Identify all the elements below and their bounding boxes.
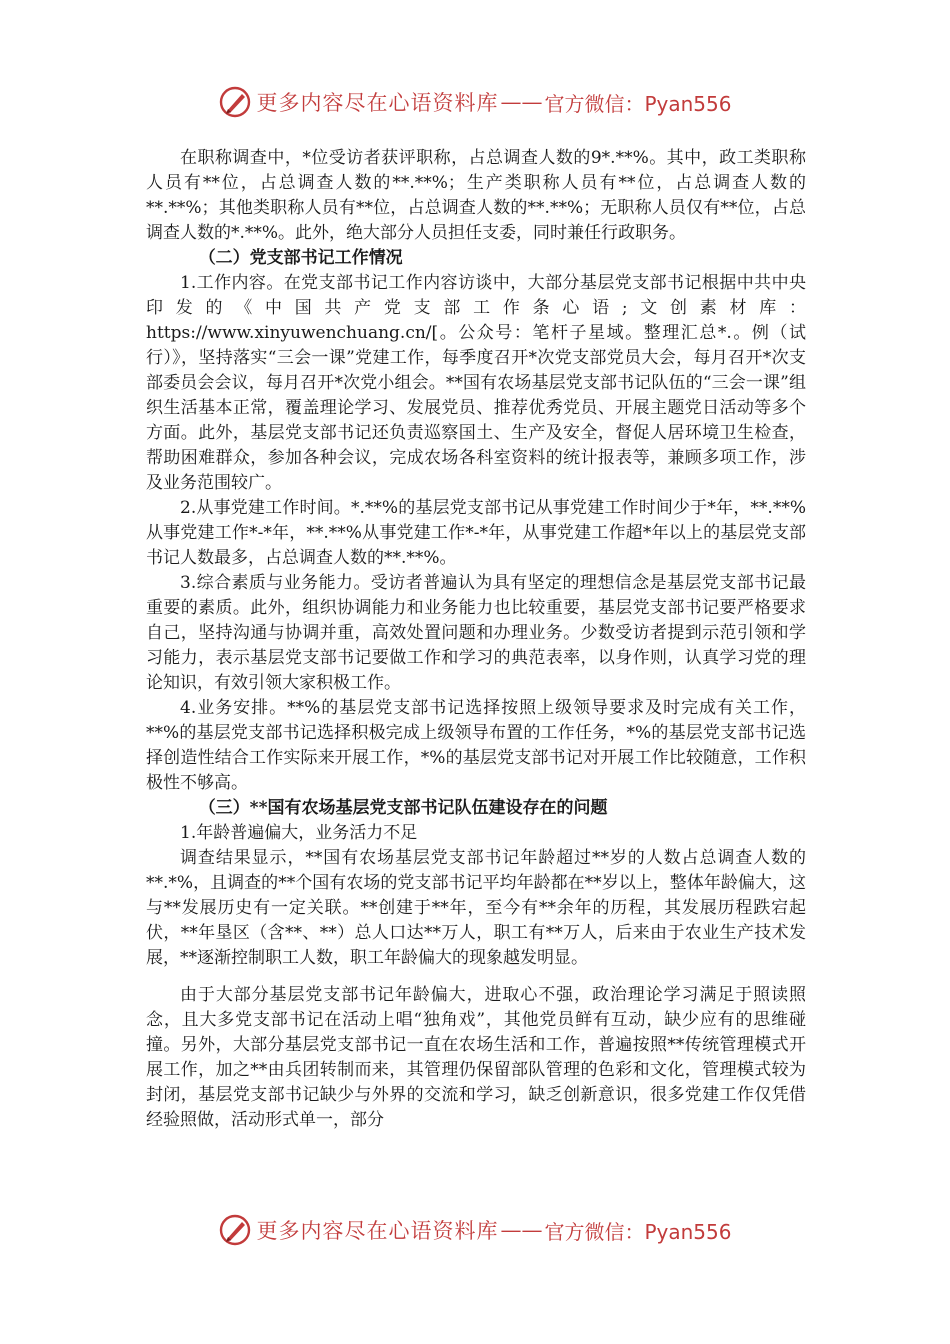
paragraph-title-survey: 在职称调查中，*位受访者获评职称，占总调查人数的9*.**%。其中，政工类职称人员有**位，占总调查人数的**.**%；生产类职称人员有**位，占总调查人数的**.**%；其他类职称人员有**位，占总调查人数的**.**%；无职称人员仅有**位，占总调查人数的*.**%。此外，绝大部分人员担任支委，同时兼任行政职务。: [146, 148, 806, 243]
section-heading-3: （三）**国有农场基层党支部书记队伍建设存在的问题: [198, 798, 608, 818]
footer-banner-wechat: 官方微信：Pyan556: [544, 1219, 732, 1244]
subheading-age: 1.年龄普遍偏大，业务活力不足: [180, 823, 418, 843]
section-heading-2: （二）党支部书记工作情况: [198, 248, 403, 268]
banner-separator: ——: [500, 90, 543, 114]
banner-title: 更多内容尽在心语资料库: [256, 91, 499, 115]
paragraph-survey-result: 调查结果显示，**国有农场基层党支部书记年龄超过**岁的人数占总调查人数的**.*%，且调查的**个国有农场的党支部书记平均年龄都在**岁以上，整体年龄偏大，这与**发展历史有一定关联。**创建于**年，至今有**余年的历程，其发展历程跌宕起伏，**年垦区（含**、**）总人口达**万人，职工有**万人，后来由于农业生产技术发展，**逐渐控制职工人数，职工年龄偏大的现象越发明显。: [146, 848, 806, 968]
pen-logo-icon: [218, 85, 252, 119]
footer-banner-separator: ——: [500, 1218, 543, 1242]
pen-logo-icon: [218, 1213, 252, 1247]
footer-banner: [0, 1210, 950, 1250]
paragraph-arrangement: 4.业务安排。**%的基层党支部书记选择按照上级领导要求及时完成有关工作，**%的基层党支部书记选择积极完成上级领导布置的工作任务，*%的基层党支部书记选择创造性结合工作实际来开展工作，*%的基层党支部书记对开展工作比较随意，工作积极性不够高。: [146, 698, 806, 793]
paragraph-quality: 3.综合素质与业务能力。受访者普遍认为具有坚定的理想信念是基层党支部书记最重要的素质。此外，组织协调能力和业务能力也比较重要，基层党支部书记要严格要求自己，坚持沟通与协调并重，高效处置问题和办理业务。少数受访者提到示范引领和学习能力，表示基层党支部书记要做工作和学习的典范表率，以身作则，认真学习党的理论知识，有效引领大家积极工作。: [146, 573, 806, 693]
paragraph-problems: 由于大部分基层党支部书记年龄偏大，进取心不强，政治理论学习满足于照读照念，且大多党支部书记在活动上唱“独角戏”，其他党员鲜有互动，缺少应有的思维碰撞。另外，大部分基层党支部书记一直在农场生活和工作，普遍按照**传统管理模式开展工作，加之**由兵团转制而来，其管理仍保留部队管理的色彩和文化，管理模式较为封闭，基层党支部书记缺少与外界的交流和学习，缺乏创新意识，很多党建工作仅凭借经验照做，活动形式单一，部分: [146, 985, 806, 1130]
paragraph-work-content: 1.工作内容。在党支部书记工作内容访谈中，大部分基层党支部书记根据中共中央印发的《中国共产党支部工作条心语;文创素材库：https://www.xinyuwenchuang.cn/[。公众号：笔杆子星域。整理汇总*.。例（试行）》，坚持落实“三会一课”党建工作，每季度召开*次党支部党员大会，每月召开*次支部委员会会议，每月召开*次党小组会。**国有农场基层党支部书记队伍的“三会一课”组织生活基本正常，覆盖理论学习、发展党员、推荐优秀党员、开展主题党日活动等多个方面。此外，基层党支部书记还负责巡察国土、生产及安全，督促人居环境卫生检查，帮助困难群众，参加各种会议，完成农场各科室资料的统计报表等，兼顾多项工作，涉及业务范围较广。: [146, 273, 806, 493]
banner-wechat: 官方微信：Pyan556: [544, 91, 732, 116]
header-banner: [0, 82, 950, 122]
paragraph-work-time: 2.从事党建工作时间。*.**%的基层党支部书记从事党建工作时间少于*年，**.**%从事党建工作*-*年，**.**%从事党建工作*-*年，从事党建工作超*年以上的基层党支部书记人数最多，占总调查人数的**.**%。: [146, 498, 806, 568]
footer-banner-title: 更多内容尽在心语资料库: [256, 1219, 499, 1243]
document-body: [146, 146, 806, 1133]
